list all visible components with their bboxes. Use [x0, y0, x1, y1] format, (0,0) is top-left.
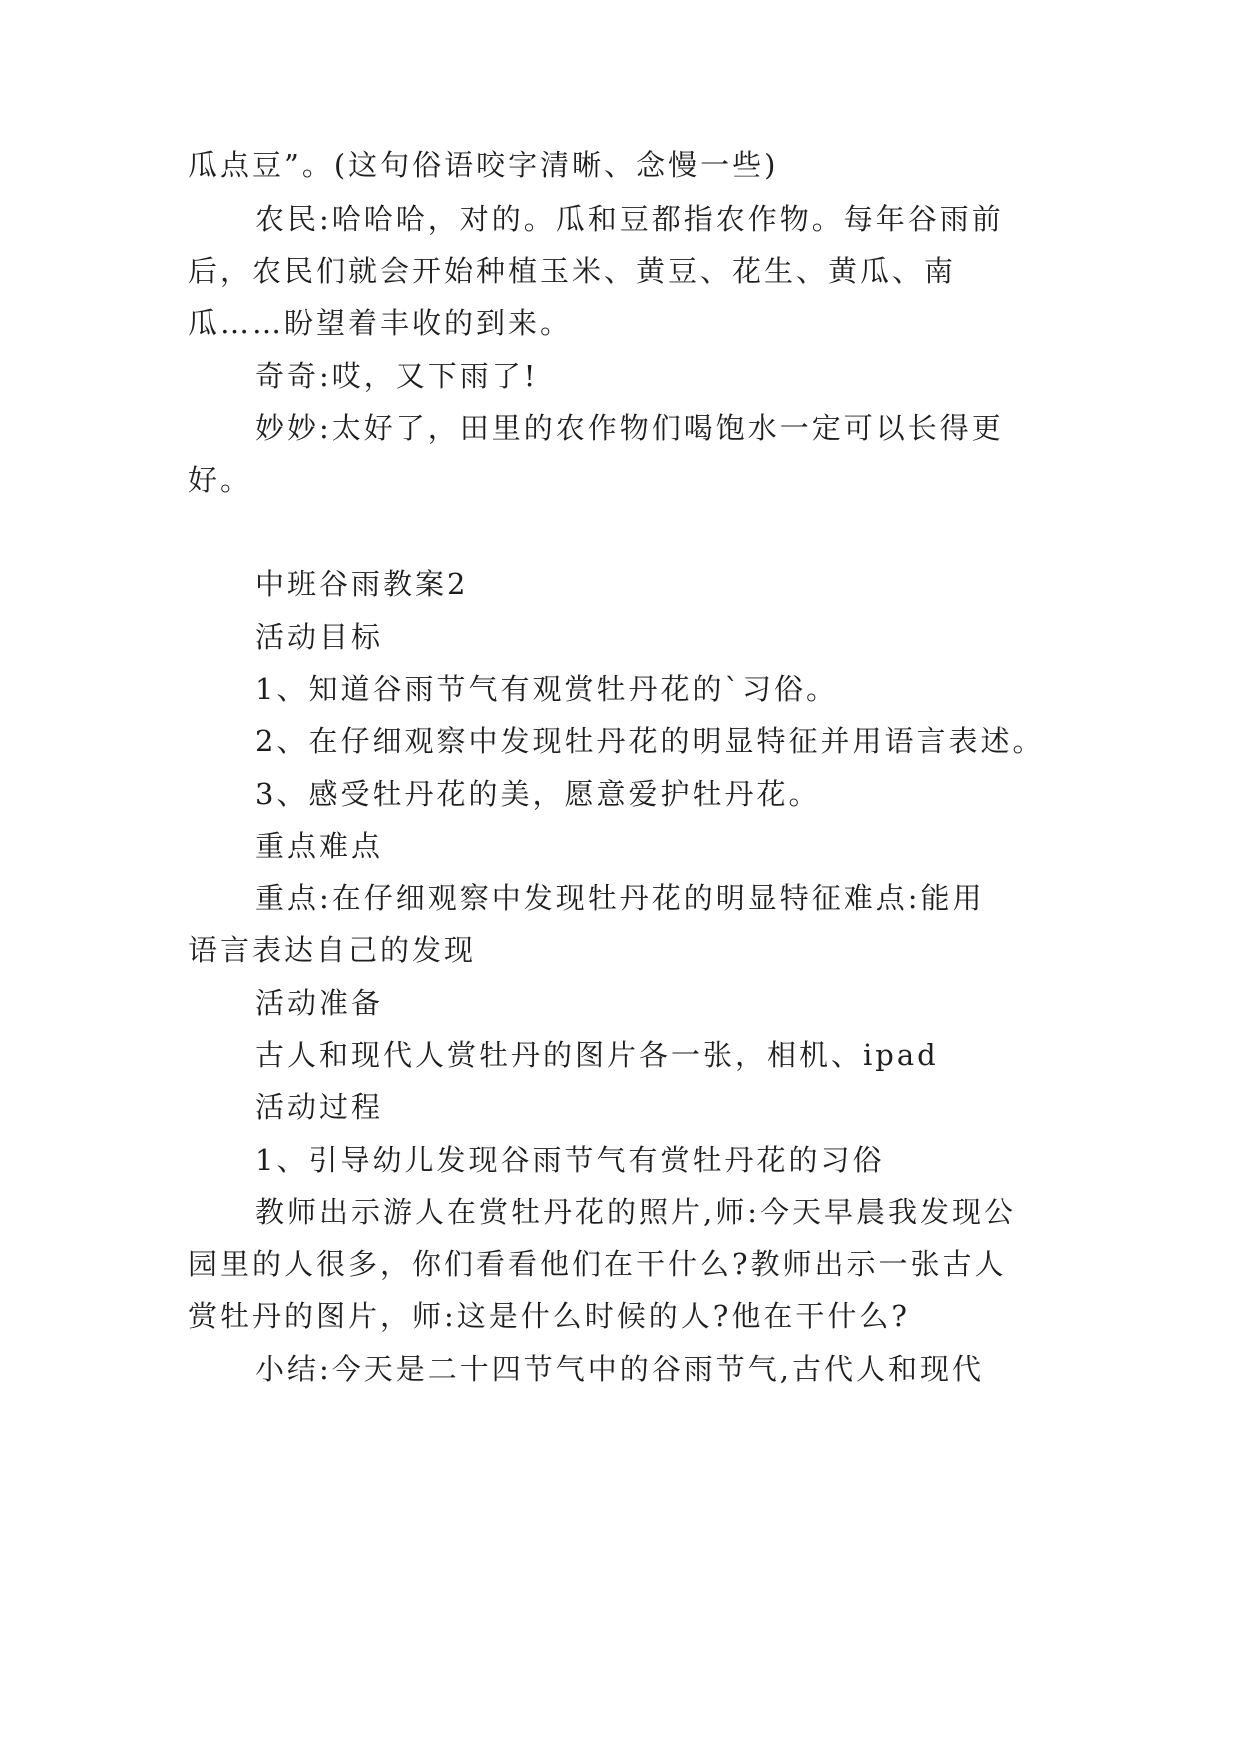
section-heading: 中班谷雨教案2	[255, 567, 469, 601]
text-line: 重点:在仔细观察中发现牡丹花的明显特征难点:能用	[255, 881, 985, 915]
text-line: 小结:今天是二十四节气中的谷雨节气,古代人和现代	[255, 1352, 984, 1386]
text-line: 后，农民们就会开始种植玉米、黄豆、花生、黄瓜、南	[188, 254, 957, 288]
list-item: 1、知道谷雨节气有观赏牡丹花的`习俗。	[255, 672, 838, 706]
text-line: 教师出示游人在赏牡丹花的照片,师:今天早晨我发现公	[255, 1195, 1016, 1229]
text-line: 农民:哈哈哈，对的。瓜和豆都指农作物。每年谷雨前	[255, 202, 1004, 236]
text-line: 古人和现代人赏牡丹的图片各一张，相机、ipad	[255, 1038, 939, 1072]
text-line: 赏牡丹的图片，师:这是什么时候的人?他在干什么?	[188, 1299, 910, 1333]
text-line: 奇奇:哎，又下雨了!	[255, 359, 539, 393]
text-line: 瓜……盼望着丰收的到来。	[188, 306, 573, 340]
list-item: 2、在仔细观察中发现牡丹花的明显特征并用语言表述。	[255, 724, 1045, 758]
text-line: 园里的人很多，你们看看他们在干什么?教师出示一张古人	[188, 1247, 1007, 1281]
text-line: 妙妙:太好了，田里的农作物们喝饱水一定可以长得更	[255, 411, 1004, 445]
text-line: 瓜点豆”。(这句俗语咬字清晰、念慢一些)	[188, 148, 779, 182]
subheading: 活动过程	[255, 1090, 384, 1124]
subheading: 活动目标	[255, 620, 384, 654]
subheading: 活动准备	[255, 986, 384, 1020]
text-line: 语言表达自己的发现	[188, 933, 477, 967]
text-line: 好。	[188, 463, 253, 497]
list-item: 1、引导幼儿发现谷雨节气有赏牡丹花的习俗	[255, 1143, 885, 1177]
subheading: 重点难点	[255, 829, 384, 863]
list-item: 3、感受牡丹花的美，愿意爱护牡丹花。	[255, 777, 821, 811]
